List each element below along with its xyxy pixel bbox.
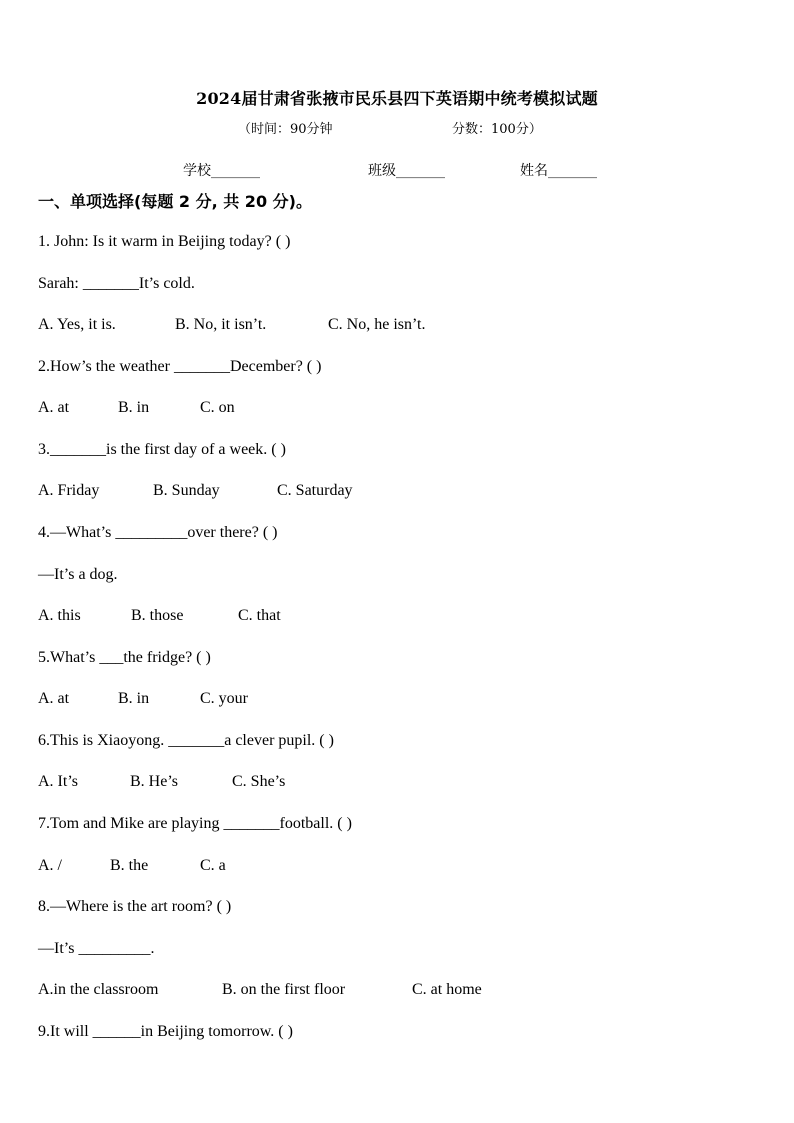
question-4-option-a: A. this bbox=[38, 607, 81, 624]
question-2-stem: 2.How’s the weather _______December? ( ) bbox=[38, 358, 322, 375]
school-field: 学校_______ bbox=[183, 163, 260, 179]
question-8-dialog: —It’s _________. bbox=[38, 940, 155, 957]
question-1-option-c: C. No, he isn’t. bbox=[328, 316, 426, 333]
exam-score: 分数：100分） bbox=[452, 122, 542, 137]
question-7-option-a: A. / bbox=[38, 857, 62, 874]
question-3-stem: 3._______is the first day of a week. ( ) bbox=[38, 441, 286, 458]
question-7-option-c: C. a bbox=[200, 857, 226, 874]
question-2-option-a: A. at bbox=[38, 399, 70, 416]
question-4-dialog: —It’s a dog. bbox=[38, 566, 118, 583]
question-8-stem: 8.—Where is the art room? ( ) bbox=[38, 898, 232, 915]
question-5-option-a: A. at bbox=[38, 690, 70, 707]
question-5-option-b: B. in bbox=[118, 690, 150, 707]
question-8-option-c: C. at home bbox=[412, 981, 482, 998]
question-8-option-a: A.in the classroom bbox=[38, 981, 159, 998]
page-title: 2024届甘肃省张掖市民乐县四下英语期中统考模拟试题 bbox=[196, 89, 598, 108]
question-6-stem: 6.This is Xiaoyong. _______a clever pupil. ( ) bbox=[38, 732, 334, 749]
exam-time: （时间：90分钟 bbox=[238, 122, 333, 137]
question-5-stem: 5.What’s ___the fridge? ( ) bbox=[38, 649, 211, 666]
question-4-stem: 4.—What’s _________over there? ( ) bbox=[38, 524, 278, 541]
section-title: 一、单项选择(每题 2 分, 共 20 分)。 bbox=[38, 192, 312, 211]
class-field: 班级_______ bbox=[368, 163, 445, 179]
question-3-option-c: C. Saturday bbox=[277, 482, 353, 499]
question-1-stem: 1. John: Is it warm in Beijing today? ( ) bbox=[38, 233, 291, 250]
question-6-option-a: A. It’s bbox=[38, 773, 78, 790]
question-7-stem: 7.Tom and Mike are playing _______football. ( ) bbox=[38, 815, 352, 832]
question-7-option-b: B. the bbox=[110, 857, 149, 874]
name-field: 姓名_______ bbox=[520, 163, 597, 179]
question-9-stem: 9.It will ______in Beijing tomorrow. ( ) bbox=[38, 1023, 293, 1040]
question-4-option-b: B. those bbox=[131, 607, 184, 624]
question-1-dialog: Sarah: _______It’s cold. bbox=[38, 275, 195, 292]
question-4-option-c: C. that bbox=[238, 607, 281, 624]
question-3-option-b: B. Sunday bbox=[153, 482, 220, 499]
question-5-option-c: C. your bbox=[200, 690, 248, 707]
question-2-option-c: C. on bbox=[200, 399, 235, 416]
question-1-option-a: A. Yes, it is. bbox=[38, 316, 116, 333]
question-8-option-b: B. on the first floor bbox=[222, 981, 346, 998]
question-2-option-b: B. in bbox=[118, 399, 150, 416]
question-6-option-c: C. She’s bbox=[232, 773, 286, 790]
question-3-option-a: A. Friday bbox=[38, 482, 100, 499]
question-6-option-b: B. He’s bbox=[130, 773, 178, 790]
question-1-option-b: B. No, it isn’t. bbox=[175, 316, 267, 333]
